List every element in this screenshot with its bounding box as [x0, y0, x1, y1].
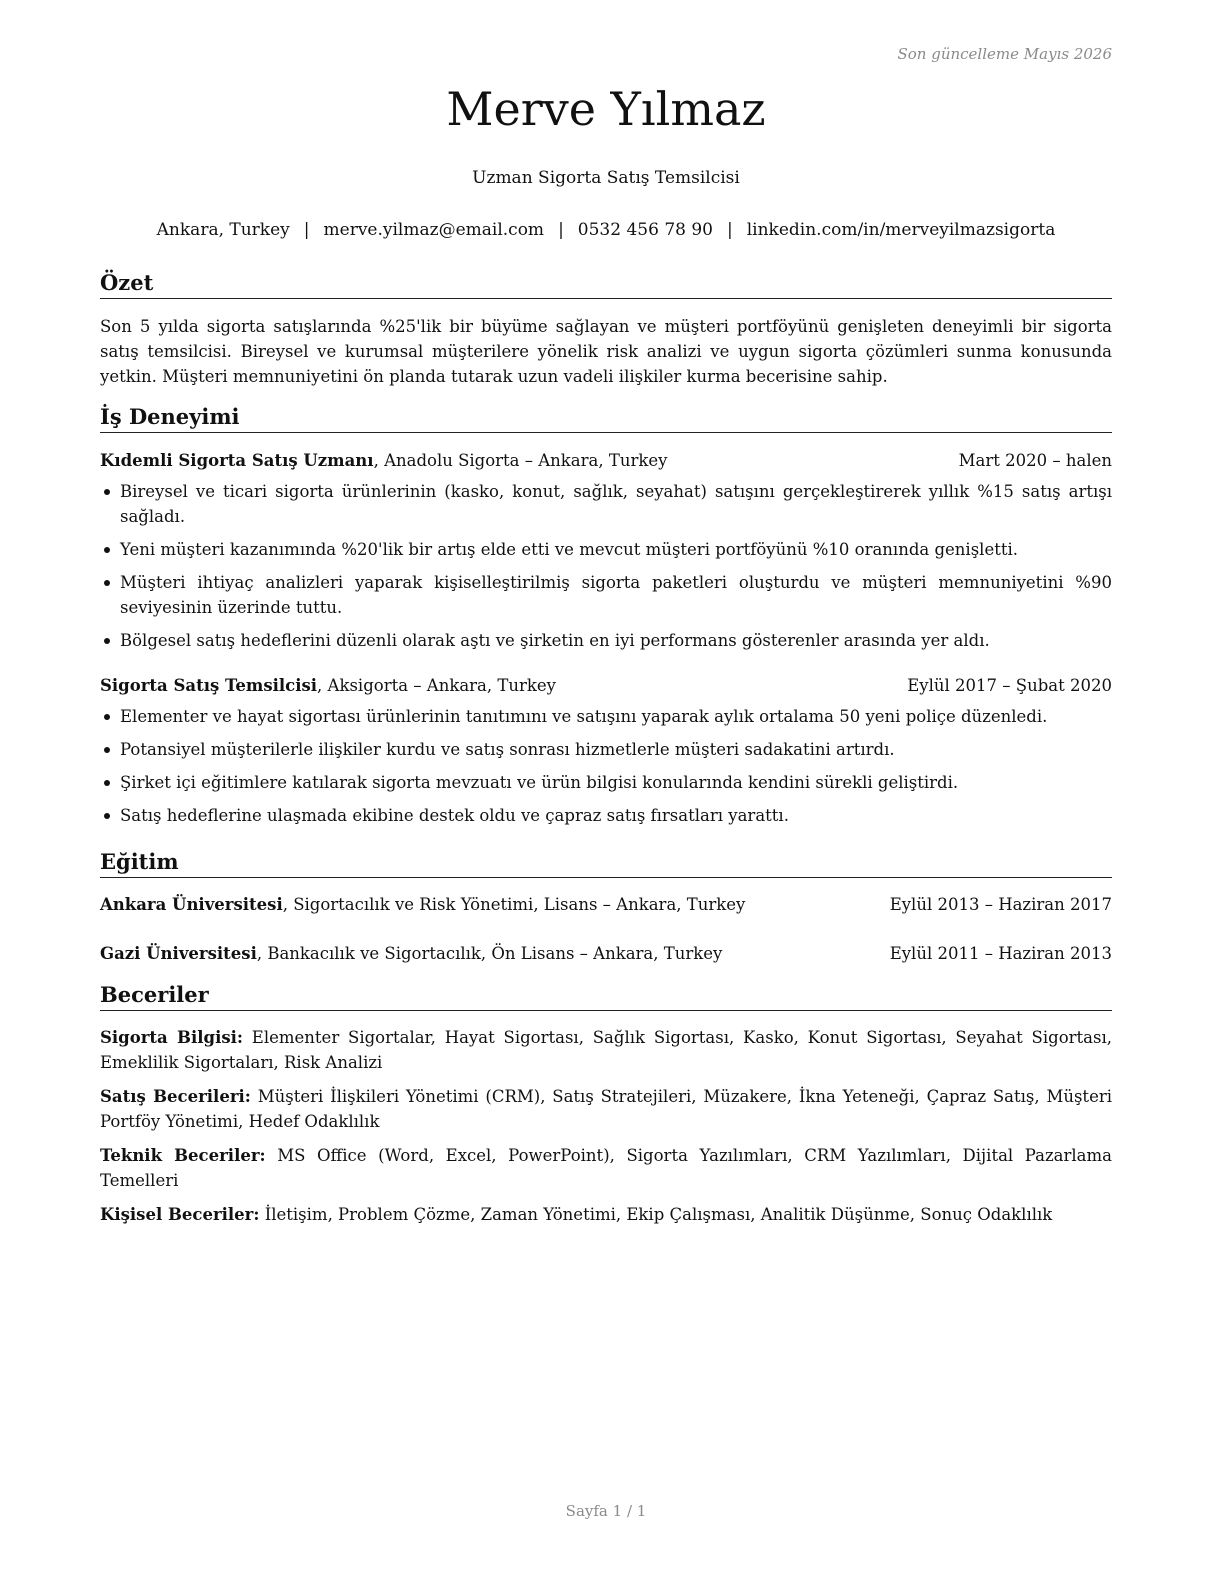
contact-phone: 0532 456 78 90 — [577, 220, 713, 240]
skill-row — [100, 1084, 1112, 1134]
bullet-item: Bireysel ve ticari sigorta ürünlerinin (kasko, konut, sağlık, seyahat) satışını gerçekleştirerek yıllık %15 satış artışı sağladı. — [100, 479, 1112, 529]
job-dates: Mart 2020 – halen — [958, 451, 1112, 470]
job-company: , Aksigorta – Ankara, Turkey — [317, 676, 556, 695]
contact-location: Ankara, Turkey — [156, 220, 290, 240]
education-school: Ankara Üniversitesi — [100, 895, 283, 914]
education-detail: , Bankacılık ve Sigortacılık, Ön Lisans – Ankara, Turkey — [256, 944, 723, 963]
job-role: Kıdemli Sigorta Satış Uzmanı — [100, 451, 374, 470]
job-company: , Anadolu Sigorta – Ankara, Turkey — [373, 451, 668, 470]
contact-separator: | — [303, 220, 310, 240]
section-skills-heading: Beceriler — [100, 982, 1112, 1011]
education-school-degree — [100, 893, 745, 917]
job-title-company — [100, 449, 667, 473]
contact-separator: | — [726, 220, 733, 240]
contact-separator: | — [558, 220, 564, 240]
job-bullets — [100, 479, 1112, 661]
contact-linkedin[interactable]: linkedin.com/in/merveyilmazsigorta — [746, 220, 1056, 240]
bullet-item: Potansiyel müşterilerle ilişkiler kurdu ve satış sonrası hizmetlerle müşteri sadakatini artırdı. — [100, 737, 1112, 762]
bullet-item: Elementer ve hayat sigortası ürünlerinin tanıtımını ve satışını yaparak aylık ortalama 50 yeni poliçe düzenledi. — [100, 704, 1112, 729]
skill-row — [100, 1202, 1112, 1227]
last-updated: Son güncelleme Mayıs 2026 — [897, 45, 1112, 63]
education-dates: Eylül 2013 – Haziran 2017 — [889, 895, 1112, 914]
job-bullets — [100, 704, 1112, 836]
skill-row — [100, 1025, 1112, 1075]
job-header — [100, 674, 1112, 698]
education-dates: Eylül 2011 – Haziran 2013 — [889, 944, 1112, 963]
skill-text: İletişim, Problem Çözme, Zaman Yönetimi, Ekip Çalışması, Analitik Düşünme, Sonuç Odaklılık — [259, 1205, 1053, 1224]
bullet-item: Müşteri ihtiyaç analizleri yaparak kişiselleştirilmiş sigorta paketleri oluşturdu ve müşteri memnuniyetini %90 seviyesinin üzerinde tuttu. — [100, 570, 1112, 620]
bullet-item: Yeni müşteri kazanımında %20'lik bir artış elde etti ve mevcut müşteri portföyünü %10 oranında genişletti. — [100, 537, 1112, 562]
candidate-name: Merve Yılmaz — [446, 82, 766, 136]
skill-text: Elementer Sigortalar, Hayat Sigortası, Sağlık Sigortası, Kasko, Konut Sigortası, Seyahat Sigortası, Emeklilik Sigortaları, Risk Analizi — [100, 1028, 1112, 1072]
job-title-company — [100, 674, 556, 698]
job-title: Uzman Sigorta Satış Temsilcisi — [472, 168, 740, 188]
summary-text: Son 5 yılda sigorta satışlarında %25'lik bir büyüme sağlayan ve müşteri portföyünü genişleten deneyimli bir sigorta satış temsilcisi. Bireysel ve kurumsal müşterilere yönelik risk analizi ve uygun sigorta çözümleri sunma konusunda yetkin. Müşteri memnuniyetini ön planda tutarak uzun vadeli ilişkiler kurma becerisine sahip. — [100, 317, 1112, 386]
skill-text: Müşteri İlişkileri Yönetimi (CRM), Satış Stratejileri, Müzakere, İkna Yeteneği, Çapraz Satış, Müşteri Portföy Yönetimi, Hedef Odaklılık — [100, 1087, 1112, 1131]
skill-label: Teknik Beceriler: — [100, 1146, 266, 1165]
education-item — [100, 893, 1112, 917]
skill-row — [100, 1143, 1112, 1193]
bullet-item: Satış hedeflerine ulaşmada ekibine destek oldu ve çapraz satış fırsatları yarattı. — [100, 803, 1112, 828]
skill-text: MS Office (Word, Excel, PowerPoint), Sigorta Yazılımları, CRM Yazılımları, Dijital Pazarlama Temelleri — [100, 1146, 1113, 1190]
job-header — [100, 449, 1112, 473]
skill-label: Sigorta Bilgisi: — [100, 1028, 243, 1047]
contact-line — [100, 220, 1112, 240]
skill-label: Satış Becerileri: — [100, 1087, 251, 1106]
section-summary-heading: Özet — [100, 270, 1112, 299]
bullet-item: Bölgesel satış hedeflerini düzenli olarak aştı ve şirketin en iyi performans gösterenler arasında yer aldı. — [100, 628, 1112, 653]
contact-email[interactable]: merve.yilmaz@email.com — [323, 220, 545, 240]
resume-page — [100, 0, 1112, 1584]
education-detail: , Sigortacılık ve Risk Yönetimi, Lisans – Ankara, Turkey — [282, 895, 746, 914]
section-education-heading: Eğitim — [100, 849, 1112, 878]
page-number: Sayfa 1 / 1 — [565, 1502, 647, 1520]
skill-label: Kişisel Beceriler: — [100, 1205, 260, 1224]
education-school-degree — [100, 942, 722, 966]
job-role: Sigorta Satış Temsilcisi — [100, 676, 318, 695]
bullet-item: Şirket içi eğitimlere katılarak sigorta mevzuatı ve ürün bilgisi konularında kendini sürekli geliştirdi. — [100, 770, 1112, 795]
education-school: Gazi Üniversitesi — [100, 944, 257, 963]
section-experience-heading: İş Deneyimi — [100, 404, 1112, 433]
job-dates: Eylül 2017 – Şubat 2020 — [907, 676, 1112, 695]
education-item — [100, 942, 1112, 966]
